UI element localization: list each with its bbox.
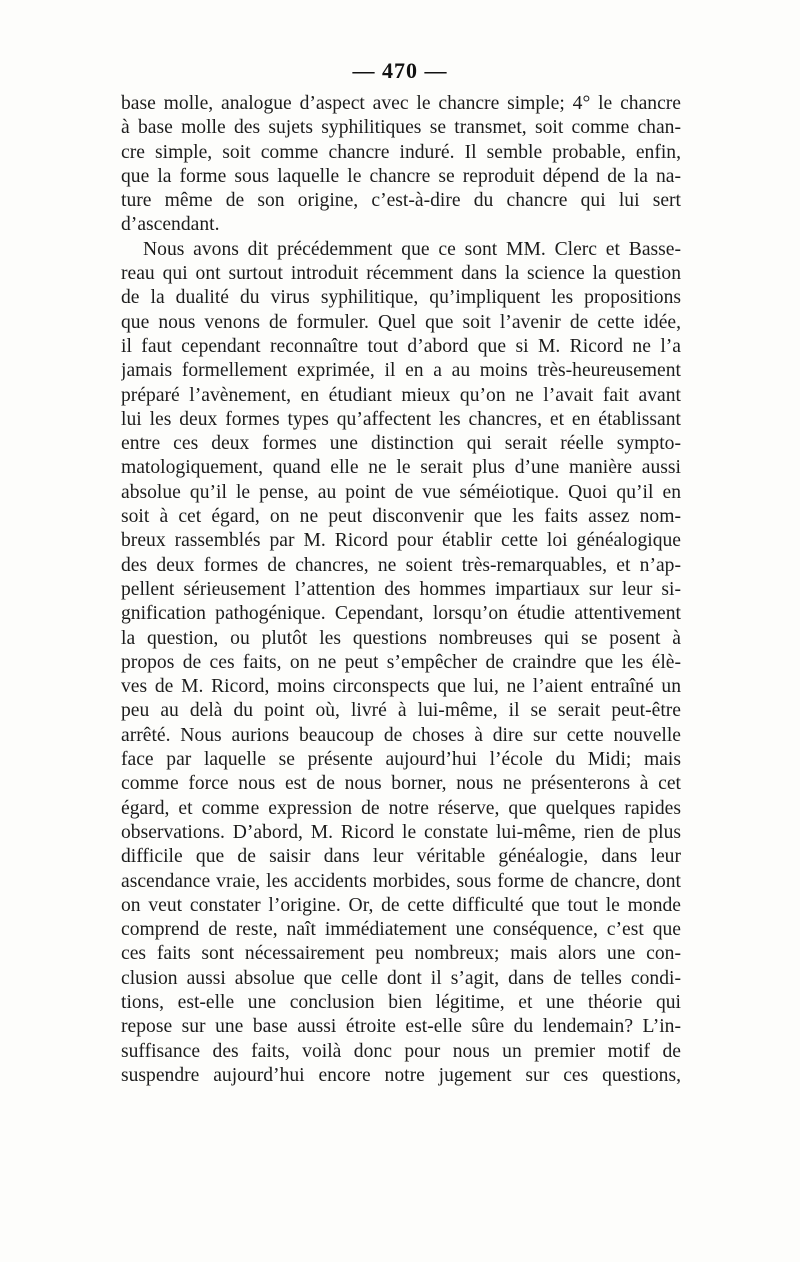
text-line: ves de M. Ricord, moins circonspects que lui, ne l’aient entraîné un xyxy=(121,676,681,698)
text-line: comprend de reste, naît immédiatement une conséquence, c’est que xyxy=(121,919,681,941)
body-text xyxy=(121,92,681,1088)
text-line: suspendre aujourd’hui encore notre jugement sur ces questions, xyxy=(121,1064,681,1086)
text-line: breux rassemblés par M. Ricord pour établir cette loi généalogique xyxy=(121,530,681,552)
text-line: de la dualité du virus syphilitique, qu’impliquent les propositions xyxy=(121,287,681,309)
text-line: on veut constater l’origine. Or, de cette difficulté que tout le monde xyxy=(121,894,681,916)
text-line: pellent sérieusement l’attention des hommes impartiaux sur leur si- xyxy=(121,578,681,600)
text-line: gnification pathogénique. Cependant, lorsqu’on étudie attentivement xyxy=(121,603,681,625)
text-line: ces faits sont nécessairement peu nombreux; mais alors une con- xyxy=(121,943,681,965)
text-line: d’ascendant. xyxy=(121,214,220,236)
text-line: clusion aussi absolue que celle dont il s’agit, dans de telles condi- xyxy=(121,967,681,989)
text-line: cre simple, soit comme chancre induré. Il semble probable, enfin, xyxy=(121,141,681,163)
text-line: ascendance vraie, les accidents morbides, sous forme de chancre, dont xyxy=(121,870,681,892)
text-line: peu au delà du point où, livré à lui-même, il se serait peut-être xyxy=(121,700,681,722)
text-line: matologiquement, quand elle ne le serait plus d’une manière aussi xyxy=(121,457,681,479)
text-line: il faut cependant reconnaître tout d’abord que si M. Ricord ne l’a xyxy=(121,335,681,357)
text-line: reau qui ont surtout introduit récemment dans la science la question xyxy=(121,263,681,285)
text-line: arrêté. Nous aurions beaucoup de choses à dire sur cette nouvelle xyxy=(121,724,681,746)
text-line: soit à cet égard, on ne peut disconvenir que les faits assez nom- xyxy=(121,506,681,528)
page-number: — 470 — xyxy=(352,58,448,83)
text-line: à base molle des sujets syphilitiques se transmet, soit comme chan- xyxy=(121,117,681,139)
text-line: la question, ou plutôt les questions nombreuses qui se posent à xyxy=(121,627,681,649)
text-line: comme force nous est de nous borner, nous ne présenterons à cet xyxy=(121,773,681,795)
text-line: repose sur une base aussi étroite est-elle sûre du lendemain? L’in- xyxy=(121,1016,681,1038)
text-line: face par laquelle se présente aujourd’hui l’école du Midi; mais xyxy=(121,749,681,771)
text-line: que la forme sous laquelle le chancre se reproduit dépend de la na- xyxy=(121,165,681,187)
text-line: Nous avons dit précédemment que ce sont MM. Clerc et Basse- xyxy=(143,238,681,260)
text-line: jamais formellement exprimée, il en a au moins très-heureusement xyxy=(121,360,681,382)
text-line: ture même de son origine, c’est-à-dire du chancre qui lui sert xyxy=(121,190,681,212)
text-line: base molle, analogue d’aspect avec le chancre simple; 4° le chancre xyxy=(121,93,681,114)
text-line: propos de ces faits, on ne peut s’empêcher de craindre que les élè- xyxy=(121,651,681,673)
text-line: absolue qu’il le pense, au point de vue séméiotique. Quoi qu’il en xyxy=(121,481,681,503)
text-line: que nous venons de formuler. Quel que soit l’avenir de cette idée, xyxy=(121,311,681,333)
text-line: tions, est-elle une conclusion bien légitime, et une théorie qui xyxy=(121,991,681,1013)
text-line: lui les deux formes types qu’affectent les chancres, et en établissant xyxy=(121,408,681,430)
text-line: suffisance des faits, voilà donc pour nous un premier motif de xyxy=(121,1040,681,1062)
text-line: observations. D’abord, M. Ricord le constate lui-même, rien de plus xyxy=(121,821,681,843)
text-line: préparé l’avènement, en étudiant mieux qu’on ne l’avait fait avant xyxy=(121,384,681,406)
text-line: difficile que de saisir dans leur véritable généalogie, dans leur xyxy=(121,846,681,868)
text-line: égard, et comme expression de notre réserve, que quelques rapides xyxy=(121,797,681,819)
text-line: des deux formes de chancres, ne soient très-remarquables, et n’ap- xyxy=(121,554,681,576)
text-line: entre ces deux formes une distinction qui serait réelle sympto- xyxy=(121,433,681,455)
